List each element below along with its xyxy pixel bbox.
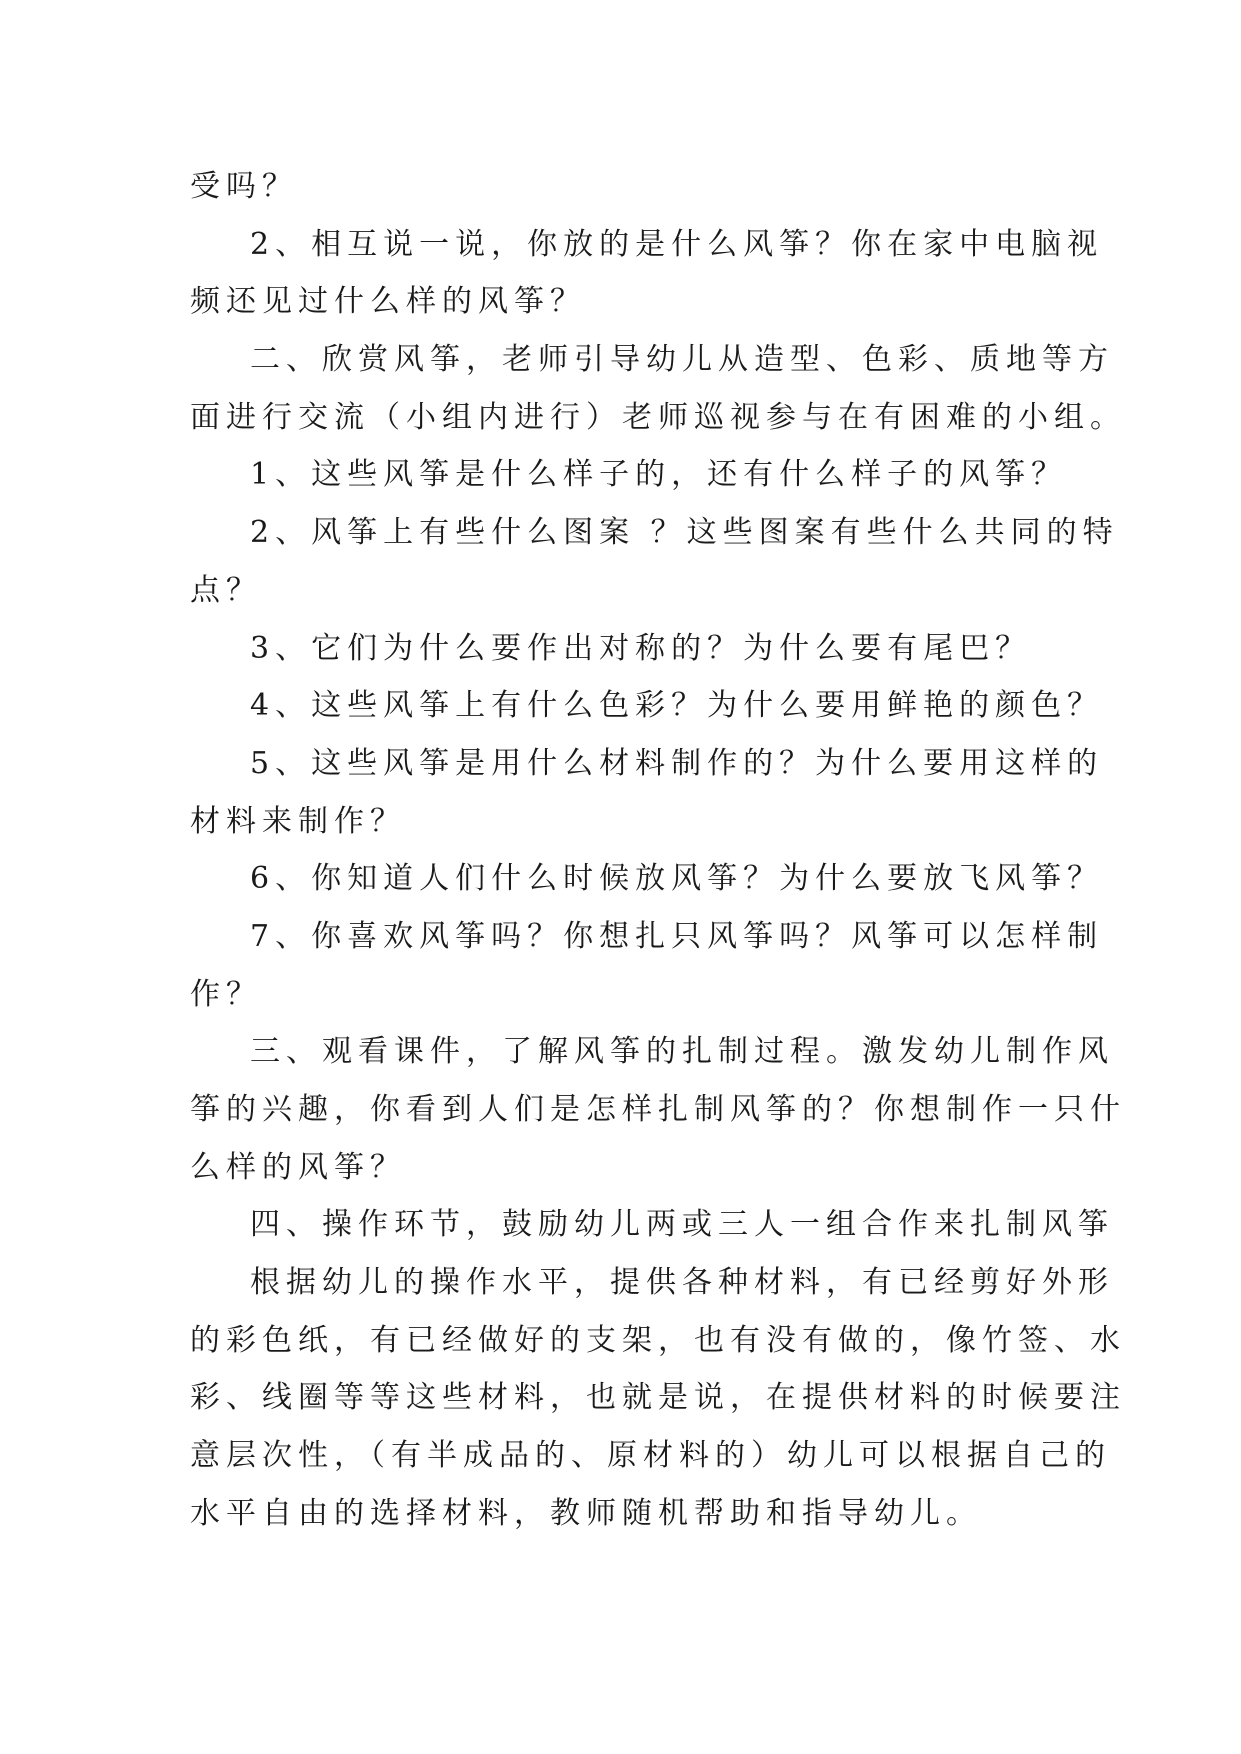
- text-line: 四、操作环节，鼓励幼儿两或三人一组合作来扎制风筝: [250, 1207, 1114, 1243]
- text-line: 二、欣赏风筝，老师引导幼儿从造型、色彩、质地等方: [250, 342, 1114, 378]
- text-line: 材料来制作？: [190, 803, 406, 839]
- text-line: 意层次性，（有半成品的、原材料的）幼儿可以根据自己的: [190, 1438, 1111, 1474]
- text-line: 点？: [190, 572, 262, 608]
- text-line: 受吗？: [190, 169, 298, 204]
- text-line: 频还见过什么样的风筝？: [190, 284, 586, 320]
- text-line: 水平自由的选择材料，教师随机帮助和指导幼儿。: [190, 1495, 982, 1531]
- text-line: 的彩色纸，有已经做好的支架，也有没有做的，像竹签、水: [190, 1322, 1126, 1358]
- text-line: 彩、线圈等等这些材料，也就是说，在提供材料的时候要注: [190, 1380, 1126, 1416]
- text-line: 么样的风筝？: [190, 1149, 406, 1185]
- text-line: 3、它们为什么要作出对称的？为什么要有尾巴？: [250, 630, 1032, 666]
- text-line: 三、观看课件，了解风筝的扎制过程。激发幼儿制作风: [250, 1034, 1114, 1070]
- text-line: 4、这些风筝上有什么色彩？为什么要用鲜艳的颜色？: [250, 688, 1104, 724]
- text-line: 面进行交流（小组内进行）老师巡视参与在有困难的小组。: [190, 399, 1126, 435]
- text-line: 7、你喜欢风筝吗？你想扎只风筝吗？风筝可以怎样制: [250, 918, 1104, 954]
- text-line: 2、风筝上有些什么图案 ？这些图案有些什么共同的特: [250, 515, 1119, 551]
- text-line: 1、这些风筝是什么样子的，还有什么样子的风筝？: [250, 457, 1068, 493]
- text-line: 筝的兴趣，你看到人们是怎样扎制风筝的？你想制作一只什: [190, 1092, 1126, 1127]
- text-line: 作？: [190, 976, 262, 1012]
- document-body: [190, 158, 1126, 1543]
- text-line: 根据幼儿的操作水平，提供各种材料，有已经剪好外形: [250, 1265, 1114, 1301]
- text-line: 6、你知道人们什么时候放风筝？为什么要放飞风筝？: [250, 861, 1104, 897]
- text-line: 5、这些风筝是用什么材料制作的？为什么要用这样的: [250, 745, 1104, 781]
- text-line: 2、相互说一说，你放的是什么风筝？你在家中电脑视: [250, 226, 1104, 262]
